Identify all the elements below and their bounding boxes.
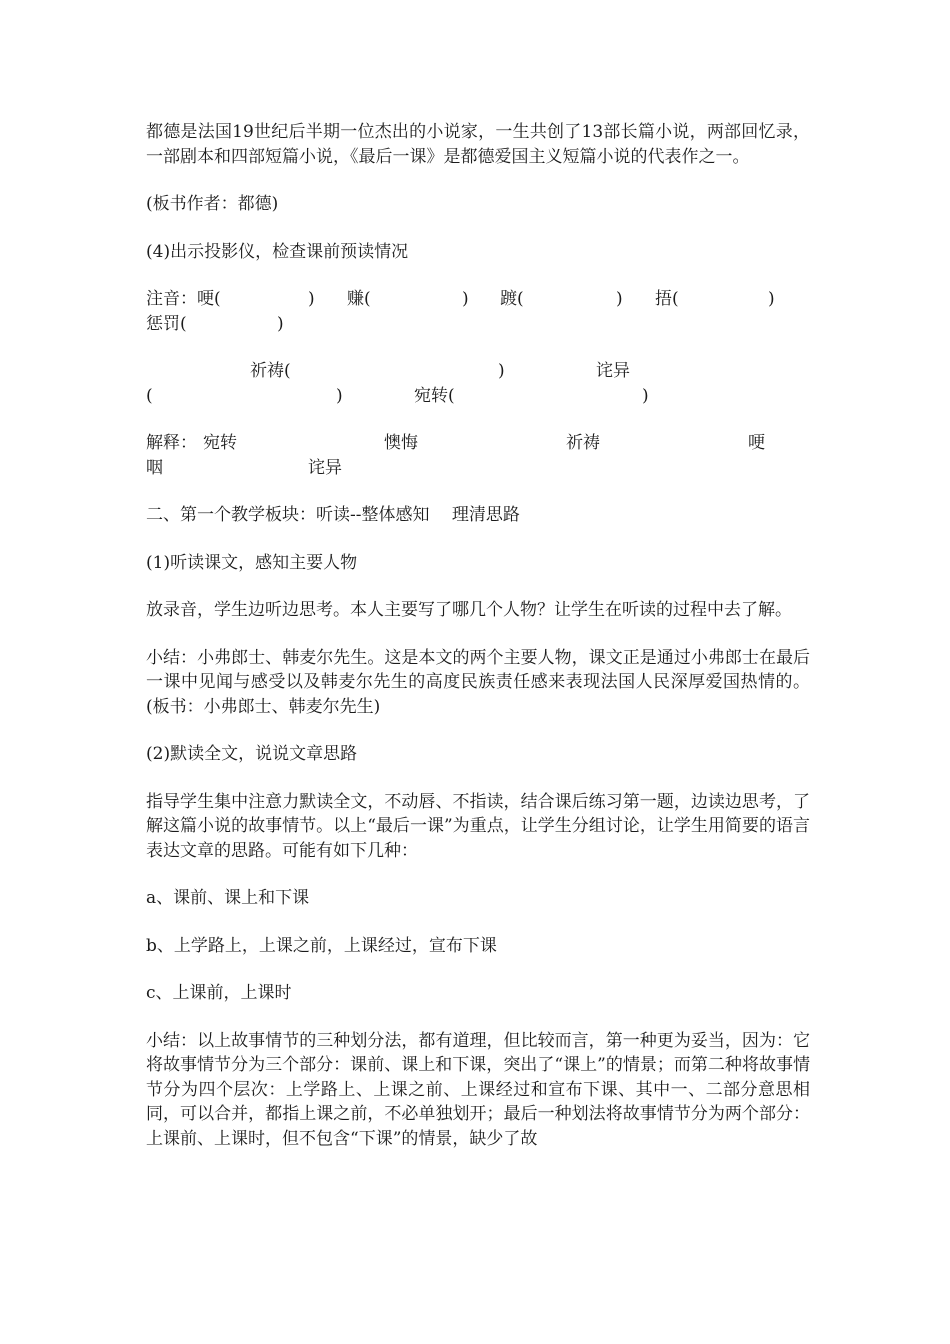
phonetic-row-1 <box>146 287 810 312</box>
document-page <box>146 120 810 1174</box>
section-2-heading: 二、第一个教学板块：听读--整体感知 理清思路 <box>146 505 520 525</box>
listen-paragraph: 放录音，学生边听边思考。本人主要写了哪几个人物？让学生在听读的过程中去了解。 <box>146 600 792 620</box>
phonetic-word-2-close: ) <box>462 289 469 309</box>
phonetic-row-4 <box>146 384 810 409</box>
option-b: b、上学路上，上课之前，上课经过，宣布下课 <box>146 935 497 956</box>
phonetic-word-2: 赚( <box>347 289 371 309</box>
step-2-heading: (2)默读全文，说说文章思路 <box>146 744 358 764</box>
phonetic-word-3-close: ) <box>616 289 623 309</box>
explain-word-4b: 咽 <box>146 457 163 478</box>
phonetic-word-5: 惩罚( <box>146 313 187 334</box>
phonetic-word-6: 祈祷( <box>250 361 291 381</box>
step-4-heading: (4)出示投影仪，检查课前预读情况 <box>146 241 409 262</box>
guide-paragraph: 指导学生集中注意力默读全文，不动唇、不指读，结合课后练习第一题，边读边思考，了解这篇小说的故事情节。以上“最后一课”为重点，让学生分组讨论，让学生用简要的语言表达文章的思路。可能有如下几种： <box>146 791 810 861</box>
option-a: a、课前、课上和下课 <box>146 888 310 908</box>
board-author: (板书作者：都德) <box>146 194 279 214</box>
phonetic-word-4-close: ) <box>768 289 775 309</box>
phonetic-word-8-close: ) <box>642 385 649 406</box>
summary-2-paragraph: 小结：以上故事情节的三种划分法，都有道理，但比较而言，第一种更为妥当，因为：它将故事情节分为三个部分：课前、课上和下课，突出了“课上”的情景；而第二种将故事情节分为四个层次：上学路上、上课之前、上课经过和宣布下课、其中一、二部分意思相同，可以合并，都指上课之前，不必单独划开；最后一种划法将故事情节分为两个部分：上课前、上课时，但不包含“下课”的情景，缺少了故 <box>146 1030 810 1149</box>
explain-row-2 <box>146 456 810 481</box>
phonetic-word-5-close: ) <box>277 313 284 334</box>
phonetic-word-7-close: ) <box>336 385 343 406</box>
intro-paragraph: 都德是法国19世纪后半期一位杰出的小说家，一生共创了13部长篇小说，两部回忆录，一部剧本和四部短篇小说，《最后一课》是都德爱国主义短篇小说的代表作之一。 <box>146 122 810 167</box>
option-c: c、上课前，上课时 <box>146 983 292 1003</box>
phonetic-word-1: 哽( <box>197 289 221 309</box>
phonetic-word-8: 宛转( <box>414 385 455 406</box>
phonetic-label: 注音： <box>146 289 197 309</box>
phonetic-row-2 <box>146 312 810 337</box>
phonetic-block-2 <box>146 359 810 408</box>
explain-block <box>146 431 810 480</box>
step-1-heading: (1)听读课文，感知主要人物 <box>146 552 358 573</box>
phonetic-word-4: 捂( <box>655 289 679 309</box>
summary-1-paragraph: 小结：小弗郎士、韩麦尔先生。这是本文的两个主要人物，课文正是通过小弗郎士在最后一课中见闻与感受以及韩麦尔先生的高度民族责任感来表现法国人民深厚爱国热情的。(板书：小弗郎士、韩麦尔先生) <box>146 647 810 717</box>
phonetic-word-7-open: ( <box>146 385 153 406</box>
explain-label: 解释： <box>146 433 197 453</box>
explain-word-3: 祈祷 <box>566 433 600 453</box>
phonetic-word-7: 诧异 <box>596 361 630 381</box>
explain-word-2: 懊悔 <box>384 433 418 453</box>
phonetic-word-3: 踱( <box>500 289 524 309</box>
explain-word-4a: 哽 <box>748 433 765 453</box>
explain-word-5: 诧异 <box>308 457 342 478</box>
phonetic-word-6-close: ) <box>498 361 505 381</box>
phonetic-word-1-close: ) <box>308 289 315 309</box>
phonetic-block-1 <box>146 287 810 336</box>
explain-row-1 <box>146 431 810 456</box>
phonetic-row-3 <box>146 359 810 384</box>
explain-word-1: 宛转 <box>203 433 237 453</box>
